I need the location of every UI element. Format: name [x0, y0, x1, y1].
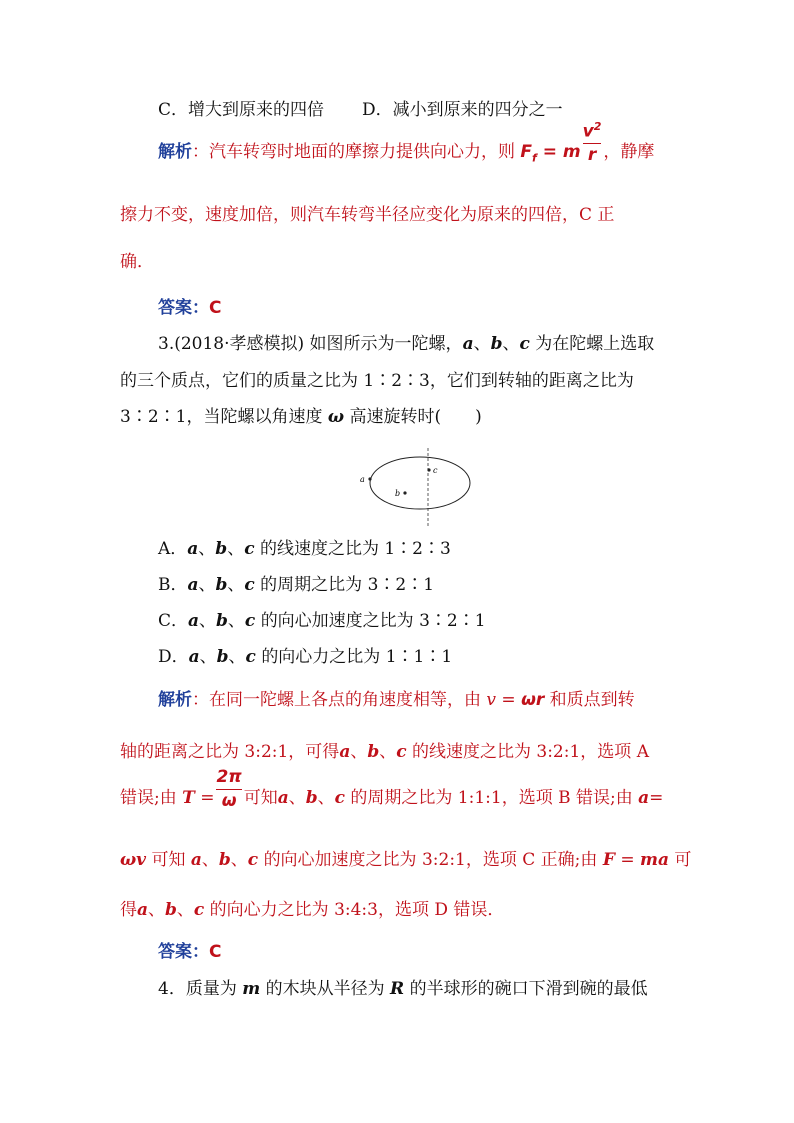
option-d: D．减小到原来的四分之一 — [362, 100, 563, 120]
option-a: A．a、b、c 的线速度之比为 1∶2∶3 — [158, 539, 451, 559]
option-b: B．a、b、c 的周期之比为 3∶2∶1 — [158, 575, 435, 595]
q3-analysis-line-3: 错误;由 T = $\frac{2\pi}{\omega}$ 可知a、b、c 的周期之比为 1:1:1，选项 B 错误;由 a= — [120, 767, 664, 811]
option-d: D．a、b、c 的向心力之比为 1∶1∶1 — [158, 647, 453, 667]
point-c — [427, 468, 430, 471]
analysis-label: 解析 — [158, 142, 192, 162]
option-row-cd — [158, 98, 718, 122]
answer-label: 答案： — [158, 942, 209, 962]
q3-analysis-line-1: 解析：在同一陀螺上各点的角速度相等，由 v = ωr 和质点到转 — [158, 690, 635, 710]
answer-row-q2 — [158, 296, 718, 320]
top-ellipse — [370, 457, 470, 509]
point-a — [368, 477, 371, 480]
label-b: b — [395, 489, 401, 498]
q4-stem-line-1: 4．质量为 m 的木块从半径为 R 的半球形的碗口下滑到碗的最低 — [158, 979, 648, 999]
label-a: a — [360, 475, 365, 484]
fraction-v2-over-r: $\frac{v^2}{r}$ — [582, 119, 602, 166]
analysis-line-3: 确． — [120, 252, 154, 272]
option-c: C．a、b、c 的向心加速度之比为 3∶2∶1 — [158, 611, 486, 631]
q3-analysis-line-2: 轴的距离之比为 3:2:1，可得a、b、c 的线速度之比为 3:2:1，选项 A — [120, 742, 649, 762]
analysis-line-1: 解析：汽车转弯时地面的摩擦力提供向心力，则 $F_f = m$ $\frac{v^2}{r}$ ，静摩 — [158, 119, 655, 166]
spinning-top-diagram — [352, 448, 472, 526]
q3-stem-line-3: 3∶2∶1，当陀螺以角速度 ω 高速旋转时( ) — [120, 407, 482, 427]
analysis-line-2: 擦力不变，速度加倍，则汽车转弯半径应变化为原来的四倍，C 正 — [120, 205, 615, 225]
answer-value: C — [209, 942, 222, 962]
answer-row-q3 — [158, 940, 718, 964]
label-c: c — [433, 466, 438, 475]
fraction-2pi-over-omega: $\frac{2\pi}{\omega}$ — [216, 767, 242, 811]
answer-label: 答案： — [158, 298, 209, 318]
q3-analysis-line-4: ωv 可知 a、b、c 的向心加速度之比为 3:2:1，选项 C 正确;由 F = ma 可 — [120, 850, 692, 870]
q3-stem-line-1: 3.(2018·孝感模拟) 如图所示为一陀螺，a、b、c 为在陀螺上选取 — [158, 334, 655, 354]
q3-stem-line-2: 的三个质点，它们的质量之比为 1∶2∶3，它们到转轴的距离之比为 — [120, 371, 634, 391]
point-b — [403, 491, 406, 494]
analysis-label: 解析 — [158, 690, 192, 710]
q3-analysis-line-5: 得a、b、c 的向心力之比为 3:4:3，选项 D 错误． — [120, 900, 505, 920]
option-c: C．增大到原来的四倍 — [158, 100, 325, 120]
answer-value: C — [209, 298, 222, 318]
formula-friction: $F_f = m$ — [520, 142, 581, 165]
